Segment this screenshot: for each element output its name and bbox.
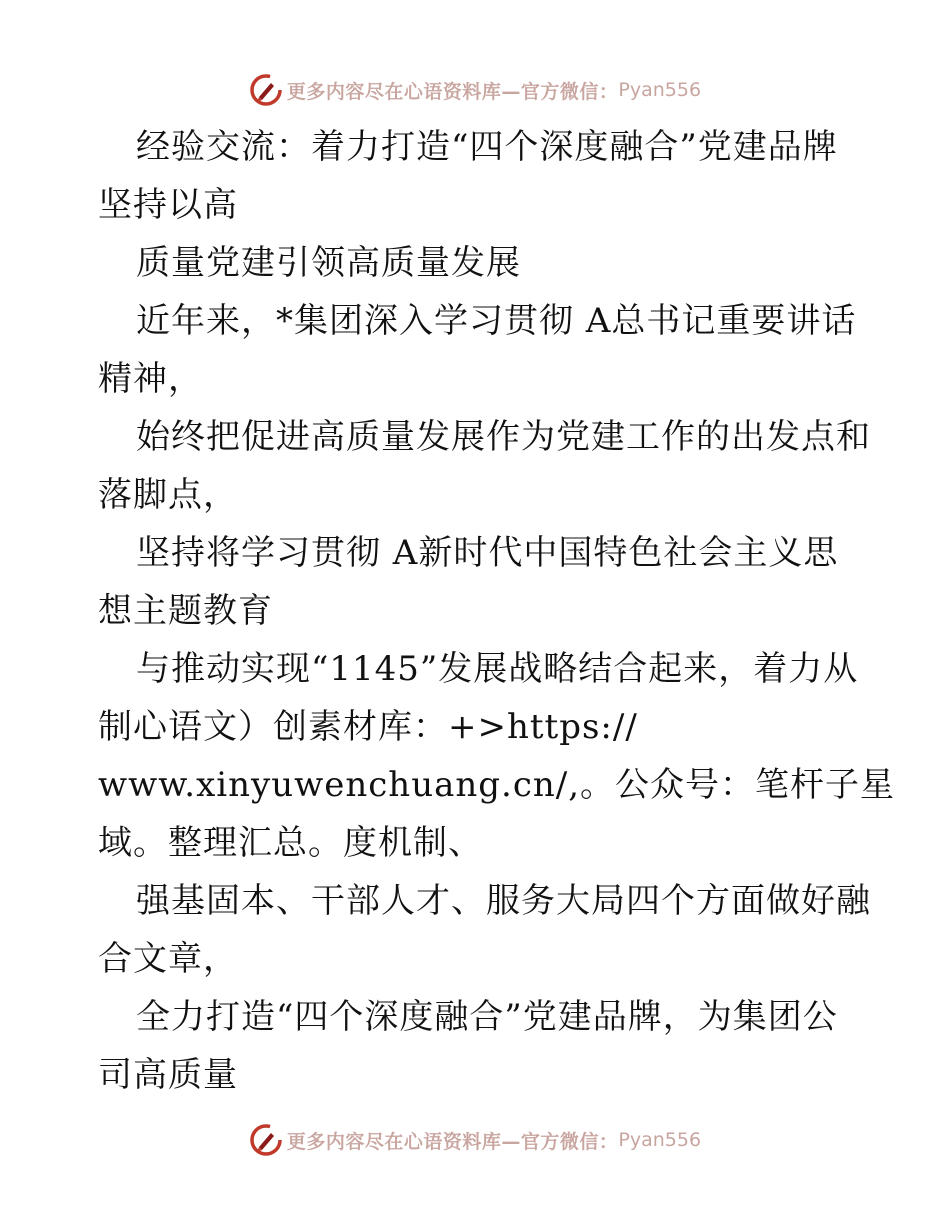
body-line: 经验交流：着力打造“四个深度融合”党建品牌 — [136, 127, 838, 167]
body-line: 质量党建引领高质量发展 — [136, 243, 521, 283]
body-line: 想主题教育 — [98, 591, 273, 631]
footer-banner-wechat-id: Pyan556 — [618, 1129, 702, 1151]
body-line: 合文章， — [98, 939, 238, 979]
body-line: 制心语文）创素材库：+>https:// — [98, 707, 638, 747]
body-line: 落脚点， — [98, 475, 238, 515]
body-line: 近年来，*集团深入学习贯彻 A总书记重要讲话 — [136, 301, 857, 341]
body-line: 始终把促进高质量发展作为党建工作的出发点和 — [136, 417, 871, 457]
body-line: 与推动实现“1145”发展战略结合起来，着力从 — [136, 649, 859, 689]
body-line: 司高质量 — [98, 1055, 238, 1095]
footer-banner-text: 更多内容尽在心语资料库—官方微信： — [286, 1130, 619, 1153]
body-line: 坚持将学习贯彻 A新时代中国特色社会主义思 — [136, 533, 839, 573]
body-line: 精神， — [98, 359, 203, 399]
footer-banner — [0, 1120, 950, 1160]
document-body — [98, 118, 896, 1104]
body-line: 坚持以高 — [98, 185, 238, 225]
header-banner — [0, 70, 950, 110]
body-line: www.xinyuwenchuang.cn/,。公众号：笔杆子星 — [98, 765, 896, 805]
pen-swirl-logo-icon — [249, 1123, 283, 1157]
header-banner-wechat-id: Pyan556 — [618, 79, 702, 101]
body-line: 强基固本、干部人才、服务大局四个方面做好融 — [136, 881, 871, 921]
header-banner-text: 更多内容尽在心语资料库—官方微信： — [286, 80, 619, 103]
pen-swirl-logo-icon — [249, 73, 283, 107]
body-line: 域。整理汇总。度机制、 — [98, 823, 483, 863]
body-line: 全力打造“四个深度融合”党建品牌，为集团公 — [136, 997, 838, 1037]
